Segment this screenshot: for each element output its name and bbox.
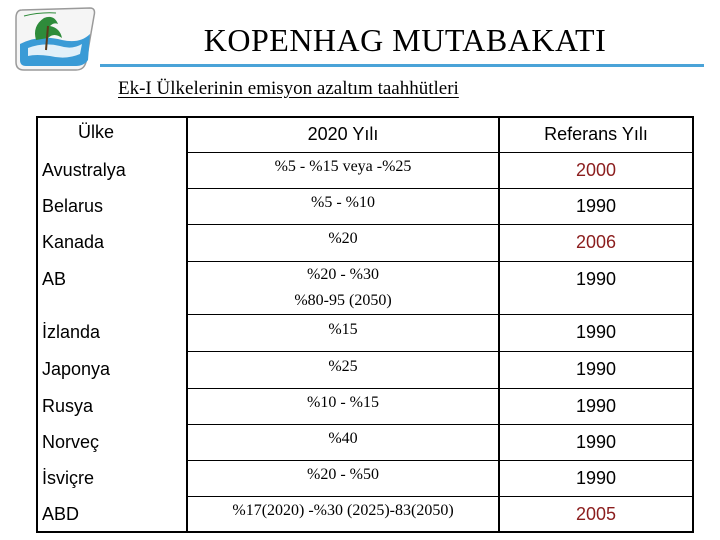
target-cell-second-line: %80-95 (2050) bbox=[294, 292, 392, 309]
row-divider bbox=[186, 460, 694, 461]
country-cell: Norveç bbox=[42, 432, 100, 452]
year-cell: 2000 bbox=[575, 160, 617, 180]
row-divider bbox=[186, 152, 694, 153]
country-cell: Kanada bbox=[42, 232, 105, 252]
year-cell: 1990 bbox=[575, 322, 617, 342]
row-divider bbox=[186, 314, 694, 315]
row-divider bbox=[186, 388, 694, 389]
header-2020: 2020 Yılı bbox=[307, 124, 379, 144]
target-cell: %20 bbox=[328, 230, 358, 247]
table-border-top bbox=[36, 116, 694, 118]
target-cell: %17(2020) -%30 (2025)-83(2050) bbox=[232, 502, 454, 519]
table-border-bottom bbox=[36, 531, 694, 533]
country-cell: Japonya bbox=[42, 359, 111, 379]
target-cell: %20 - %30 bbox=[307, 266, 379, 283]
header-reference-year: Referans Yılı bbox=[544, 124, 648, 144]
country-cell: Belarus bbox=[42, 196, 104, 216]
ministry-logo bbox=[10, 4, 98, 74]
target-cell: %10 - %15 bbox=[307, 394, 379, 411]
country-cell: Avustralya bbox=[42, 160, 126, 180]
year-cell: 1990 bbox=[575, 468, 617, 488]
emission-table bbox=[36, 116, 694, 533]
country-cell: Rusya bbox=[42, 396, 94, 416]
year-cell: 1990 bbox=[575, 396, 617, 416]
row-divider bbox=[186, 351, 694, 352]
page-title: KOPENHAG MUTABAKATI bbox=[203, 22, 607, 58]
target-cell: %40 bbox=[328, 430, 358, 447]
header-country: Ülke bbox=[78, 122, 115, 142]
target-cell: %20 - %50 bbox=[307, 466, 379, 483]
row-divider bbox=[186, 261, 694, 262]
year-cell: 1990 bbox=[575, 196, 617, 216]
country-cell: İsviçre bbox=[42, 468, 95, 488]
target-cell: %5 - %10 bbox=[311, 194, 375, 211]
year-cell: 2006 bbox=[575, 232, 617, 252]
country-cell: AB bbox=[42, 269, 67, 289]
row-divider bbox=[186, 424, 694, 425]
table-border-left bbox=[36, 116, 38, 533]
target-cell: %25 bbox=[328, 358, 358, 375]
target-cell: %15 bbox=[328, 321, 358, 338]
page-subtitle: Ek-I Ülkelerinin emisyon azaltım taahhütleri bbox=[118, 78, 459, 99]
year-cell: 2005 bbox=[575, 504, 617, 524]
year-cell: 1990 bbox=[575, 432, 617, 452]
year-cell: 1990 bbox=[575, 269, 617, 289]
table-border-right bbox=[692, 116, 694, 533]
row-divider bbox=[186, 496, 694, 497]
row-divider bbox=[186, 224, 694, 225]
row-divider bbox=[186, 188, 694, 189]
country-cell: ABD bbox=[42, 504, 80, 524]
title-divider bbox=[100, 64, 704, 67]
target-cell: %5 - %15 veya -%25 bbox=[274, 158, 412, 175]
ministry-logo-icon bbox=[10, 4, 98, 74]
country-cell: İzlanda bbox=[42, 322, 101, 342]
year-cell: 1990 bbox=[575, 359, 617, 379]
